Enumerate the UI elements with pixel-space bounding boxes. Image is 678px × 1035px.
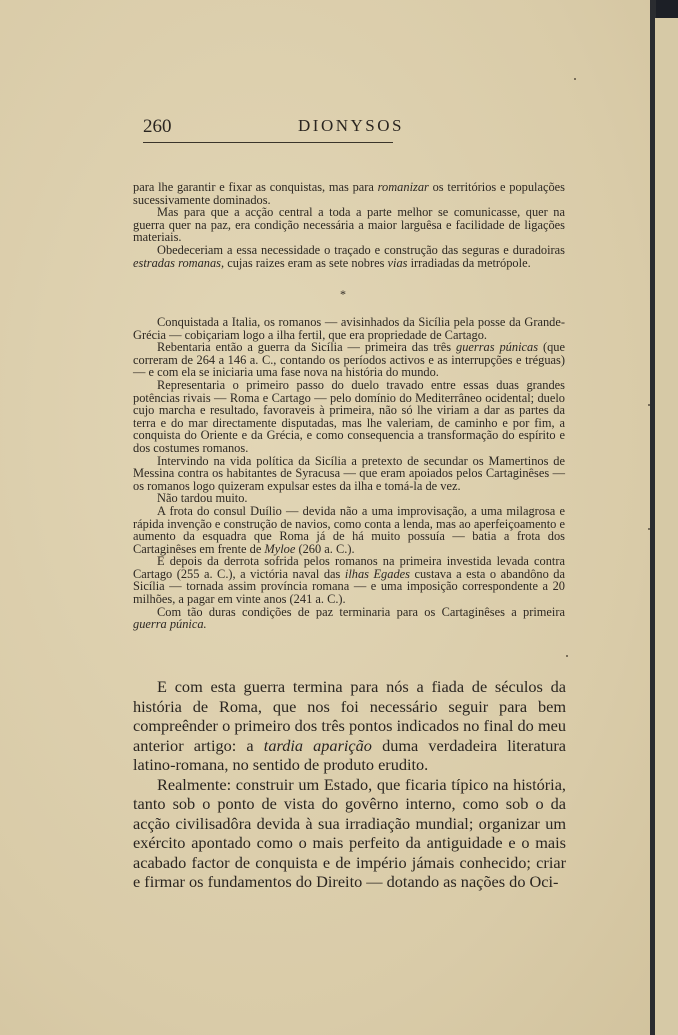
section-separator: * (340, 287, 346, 301)
paragraph: Intervindo na vida política da Sicília a pretexto de secundar os Mamertinos de Messina contra os habitantes de Syracusa — que eram apoiados pelos Cartaginêses — os romanos logo quizeram expulsar estes da ilha e tomá-la de vez. (133, 453, 565, 493)
paragraph: Mas para que a acção central a toda a parte melhor se comunicasse, quer na guerra quer na paz, era condição necessária a maior larguêsa e facilidade de ligações materiais. (133, 205, 565, 245)
paragraph: Não tardou muito. (157, 491, 248, 506)
paragraph: Obedeceriam a essa necessidade o traçado e construção das seguras e duradoiras estradas romanas, cujas raizes eram as sete nobres vias irradiadas da metrópole. (133, 242, 565, 270)
page-number: 260 (143, 116, 172, 137)
paragraph: Realmente: construir um Estado, que ficaria típico na história, tanto sob o ponto de vista do govêrno interno, como sob o da acção civilisadôra devida à sua irradiação mundial; organizar um exército apontado como o mais perfeito da antiguidade e o mais acabado factor de conquista e de império jámais conhecido; criar e firmar os fundamentos do Direito — dotando as nações do Oci- (133, 774, 566, 891)
running-head (143, 116, 404, 143)
paragraph: Conquistada a Italia, os romanos — avisinhados da Sicília pela posse da Grande-Grécia — cobiçariam logo a ilha fertil, que era propriedade de Cartago. (133, 315, 565, 342)
paragraph: A frota do consul Duílio — devida não a uma improvisação, a uma milagrosa e rápida invenção e construção de navios, como conta a lenda, mas ao aperfeiçoamento e aumento da esquadra que Roma já de há muito possuía — batia a frota dos Cartaginêses em frente de Myloe (260 a. C.). (133, 503, 565, 556)
running-title: DIONYSOS (298, 116, 404, 135)
paragraph: Representaria o primeiro passo do duelo travado entre essas duas grandes potências rivais — Roma e Cartago — pelo domínio do Mediterrâneo ocidental; duelo cujo marcha e resultado, favoraveis à primeira, não só lhe viriam a dar as partes da terra e do mar directamente disputadas, mas lhe valeriam, de caminho e por fim, a conquista do Oriente e da Grécia, e como consequencia a transformação do espírito e dos costumes romanos. (133, 377, 565, 455)
adjacent-page-edge (655, 18, 678, 1035)
paper-speck (566, 655, 568, 657)
text-block-main (133, 677, 566, 892)
text-block-punic-war (133, 316, 565, 631)
paragraph: E com esta guerra termina para nós a fiada de séculos da história de Roma, que nos foi necessário seguir para bem compreênder o primeiro dos três pontos indicados no final do meu anterior artigo: a tardia aparição duma verdadeira literatura latino-romana, no sentido de produto erudito. (133, 677, 566, 774)
paper-speck (574, 78, 576, 80)
paragraph: Rebentaria então a guerra da Sicília — primeira das três guerras púnicas (que correram de 264 a 146 a. C., contando os períodos activos e as interrupções e tréguas) — e com ela se iniciaria uma fase nova na história do mundo. (133, 340, 565, 380)
paragraph: para lhe garantir e fixar as conquistas, mas para romanizar os territórios e populações sucessivamente dominados. (133, 180, 565, 207)
paragraph: E depois da derrota sofrida pelos romanos na primeira investida levada contra Cartago (255 a. C.), a victória naval das ilhas Egades custava a esta o abandôno da Sicília — tornada assim província romana — e uma imposição correspondente a 20 milhões, a pagar em vinte anos (241 a. C.). (133, 554, 565, 607)
text-block-roads (133, 181, 565, 269)
paragraph: Com tão duras condições de paz terminaria para os Cartaginêses a primeira guerra púnica. (133, 604, 565, 632)
